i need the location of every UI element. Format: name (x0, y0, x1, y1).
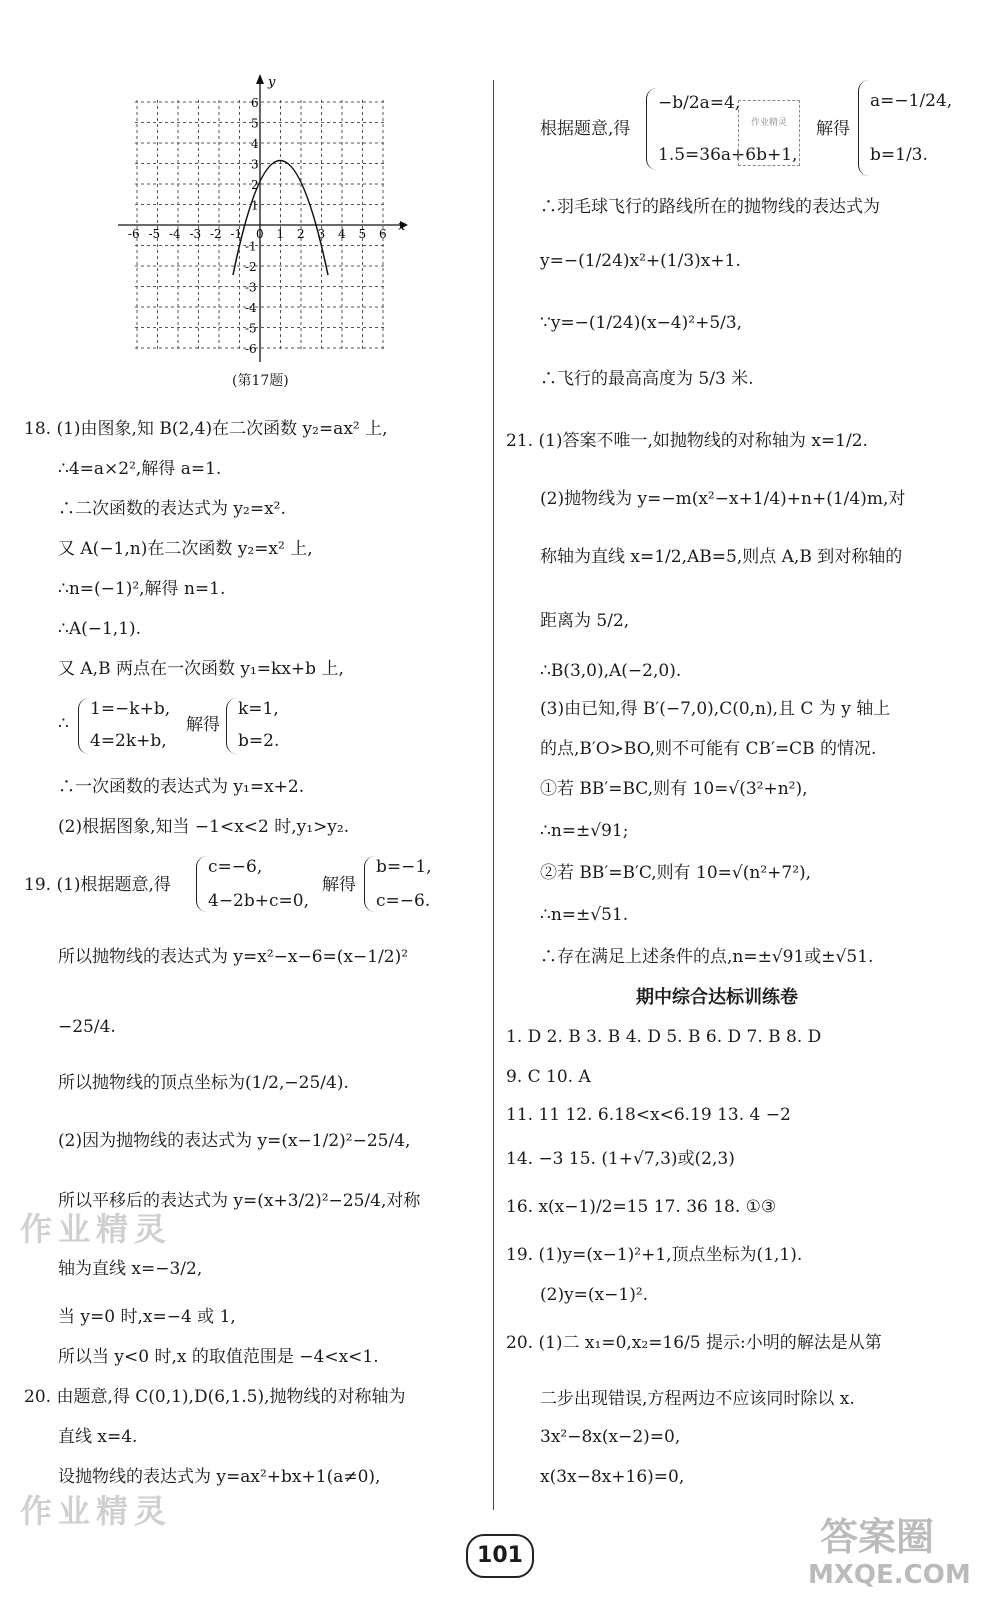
y-tick-label: 3 (251, 157, 259, 172)
y-axis-label: y (268, 75, 276, 90)
q19-line-8: 所以当 y<0 时,x 的取值范围是 −4<x<1. (58, 1347, 379, 1367)
x-tick-label: 3 (317, 227, 326, 241)
sys19-res2: c=−6. (376, 891, 431, 911)
q18-line-5: ∴n=(−1)²,解得 n=1. (58, 579, 226, 599)
sys20-eq1: −b/2a=4, (658, 93, 741, 113)
sys18-eq2: 4=2k+b, (90, 731, 167, 751)
answers-row-6: 19. (1)y=(x−1)²+1,顶点坐标为(1,1). (506, 1245, 803, 1265)
x-tick-label: -5 (148, 227, 161, 241)
column-divider (493, 80, 494, 1510)
sys18-mid: 解得 (186, 715, 220, 735)
x-tick-label: 1 (276, 227, 285, 241)
q18-line-8: ∴一次函数的表达式为 y₁=x+2. (58, 777, 305, 797)
sys19-brace-left (196, 856, 207, 912)
figure-caption: (第17题) (232, 373, 289, 389)
x-tick-label: -2 (210, 227, 222, 241)
q20-r-line-4: ∴飞行的最高高度为 5/3 米. (540, 369, 754, 389)
q20-r-line-3: ∵y=−(1/24)(x−4)²+5/3, (540, 313, 743, 333)
watermark-2: 作业精灵 (20, 1492, 173, 1530)
x-tick-label: 4 (338, 227, 346, 241)
sys20-brace-left (646, 88, 657, 170)
q20-r-line-2: y=−(1/24)x²+(1/3)x+1. (540, 251, 741, 271)
sys19-eq1: c=−6, (208, 857, 263, 877)
y-tick-label: -2 (245, 260, 257, 274)
stamp: 作业精灵 (738, 100, 800, 166)
sys19-eq2: 4−2b+c=0, (208, 891, 309, 911)
q21-line-8: ①若 BB′=BC,则有 10=√(3²+n²), (540, 779, 808, 799)
q20-r-line-1: ∴羽毛球飞行的路线所在的抛物线的表达式为 (540, 197, 880, 217)
q18-line-9: (2)根据图象,知当 −1<x<2 时,y₁>y₂. (58, 817, 350, 837)
q21-line-11: ∴n=±√51. (540, 905, 629, 925)
answers-row-8: 20. (1)二 x₁=0,x₂=16/5 提示:小明的解法是从第 (506, 1333, 882, 1353)
q19-line-5: 所以平移后的表达式为 y=(x+3/2)²−25/4,对称 (58, 1191, 421, 1211)
y-tick-label: 1 (251, 198, 259, 213)
sys18-eq1: 1=−k+b, (90, 699, 171, 719)
answers-row-9: 二步出现错误,方程两边不应该同时除以 x. (540, 1389, 855, 1409)
y-tick-label: 5 (251, 116, 259, 131)
y-tick-label: -3 (245, 280, 257, 295)
q21-line-2: (2)抛物线为 y=−m(x²−x+1/4)+n+(1/4)m,对 (540, 489, 906, 509)
y-tick-label: 4 (251, 137, 259, 151)
sys20-mid: 解得 (816, 119, 850, 139)
q21-line-4: 距离为 5/2, (540, 611, 630, 631)
sys18-brace-right (226, 698, 237, 754)
y-tick-label: 6 (251, 96, 259, 110)
parabola-figure (118, 72, 418, 372)
corner-logo: 答案圈 (820, 1515, 935, 1559)
q18-line-6: ∴A(−1,1). (58, 619, 142, 639)
q18-line-3: ∴二次函数的表达式为 y₂=x². (58, 499, 286, 519)
q21-line-12: ∴存在满足上述条件的点,n=±√91或±√51. (540, 947, 874, 967)
sys19-res1: b=−1, (376, 857, 432, 877)
watermark-1: 作业精灵 (20, 1210, 173, 1248)
q21-line-3: 称轴为直线 x=1/2,AB=5,则点 A,B 到对称轴的 (540, 547, 903, 567)
q21-line-10: ②若 BB′=B′C,则有 10=√(n²+7²), (540, 863, 812, 883)
q19-line-2: −25/4. (58, 1017, 116, 1037)
sys20-pre: 根据题意,得 (540, 119, 631, 139)
corner-url: MXQE.COM (808, 1560, 971, 1590)
q18-line-7: 又 A,B 两点在一次函数 y₁=kx+b 上, (58, 659, 344, 679)
sys18-brace-left (78, 698, 89, 754)
y-tick-label: -4 (245, 301, 257, 315)
q19-line-7: 当 y=0 时,x=−4 或 1, (58, 1307, 236, 1327)
q18-line-1: 18. (1)由图象,知 B(2,4)在二次函数 y₂=ax² 上, (24, 419, 388, 439)
q19-line-4: (2)因为抛物线的表达式为 y=(x−1/2)²−25/4, (58, 1131, 411, 1151)
y-tick-label: -5 (245, 321, 257, 336)
sys20-res2: b=1/3. (870, 145, 928, 165)
q19-line-6: 轴为直线 x=−3/2, (58, 1259, 203, 1279)
q20-line-3: 设抛物线的表达式为 y=ax²+bx+1(a≠0), (58, 1467, 381, 1487)
page-number: 101 (466, 1534, 534, 1578)
q21-line-5: ∴B(3,0),A(−2,0). (540, 661, 682, 681)
x-tick-label: 0 (256, 227, 264, 241)
answers-row-10: 3x²−8x(x−2)=0, (540, 1427, 681, 1447)
q19-line-3: 所以抛物线的顶点坐标为(1/2,−25/4). (58, 1073, 349, 1093)
q21-line-9: ∴n=±√91; (540, 821, 629, 841)
x-tick-label: 2 (297, 227, 305, 241)
sys20-res1: a=−1/24, (870, 91, 953, 111)
q21-line-1: 21. (1)答案不唯一,如抛物线的对称轴为 x=1/2. (506, 431, 868, 451)
x-axis-label: x (398, 219, 406, 234)
x-tick-label: 5 (358, 227, 367, 241)
answers-row-11: x(3x−8x+16)=0, (540, 1467, 685, 1487)
q18-line-2: ∴4=a×2²,解得 a=1. (58, 459, 222, 479)
q20-line-1: 20. 由题意,得 C(0,1),D(6,1.5),抛物线的对称轴为 (24, 1387, 406, 1407)
x-tick-label: -6 (128, 227, 140, 241)
x-tick-label: -1 (230, 227, 243, 241)
sys20-eq2: 1.5=36a+6b+1, (658, 145, 798, 165)
sys18-res2: b=2. (238, 731, 280, 751)
q21-line-6: (3)由已知,得 B′(−7,0),C(0,n),且 C 为 y 轴上 (540, 699, 891, 719)
x-tick-label: -3 (189, 227, 202, 241)
sys18-pre: ∴ (58, 714, 69, 734)
sys19-brace-right (364, 856, 375, 912)
answers-row-1: 1. D 2. B 3. B 4. D 5. B 6. D 7. B 8. D (506, 1027, 822, 1047)
q20-line-2: 直线 x=4. (58, 1427, 138, 1447)
answers-row-2: 9. C 10. A (506, 1067, 591, 1087)
sys18-res1: k=1, (238, 699, 279, 719)
y-tick-label: -1 (245, 239, 257, 254)
sys19-pre: 19. (1)根据题意,得 (24, 875, 171, 895)
answers-row-5: 16. x(x−1)/2=15 17. 36 18. ①③ (506, 1197, 777, 1217)
x-tick-label: -4 (169, 227, 181, 241)
sys20-brace-right (858, 80, 869, 176)
sys19-mid: 解得 (322, 875, 356, 895)
y-tick-label: -6 (245, 342, 257, 356)
q19-line-1: 所以抛物线的表达式为 y=x²−x−6=(x−1/2)² (58, 947, 409, 967)
q21-line-7: 的点,B′O>BO,则不可能有 CB′=CB 的情况. (540, 739, 877, 759)
x-tick-label: 6 (379, 227, 387, 241)
y-tick-label: 2 (251, 178, 259, 192)
answers-row-4: 14. −3 15. (1+√7,3)或(2,3) (506, 1149, 735, 1169)
answers-row-3: 11. 11 12. 6.18<x<6.19 13. 4 −2 (506, 1105, 791, 1125)
q18-line-4: 又 A(−1,n)在二次函数 y₂=x² 上, (58, 539, 313, 559)
section-title: 期中综合达标训练卷 (636, 987, 798, 1008)
answers-row-7: (2)y=(x−1)². (540, 1285, 649, 1305)
